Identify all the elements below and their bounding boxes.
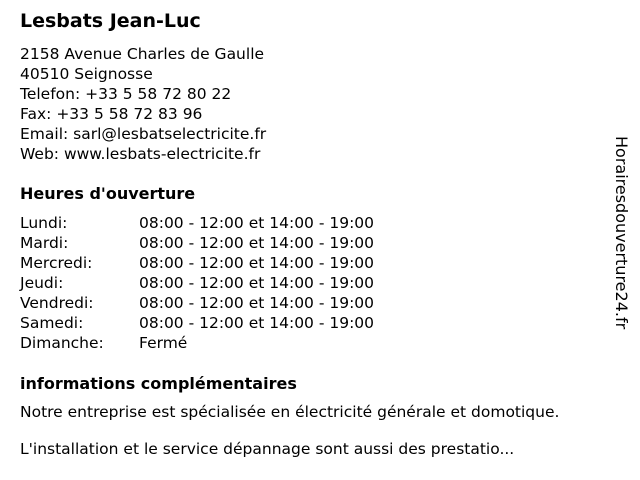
email-address: Email: sarl@lesbatselectricite.fr (20, 125, 267, 143)
hours-value: 08:00 - 12:00 et 14:00 - 19:00 (139, 294, 375, 312)
hours-row-saturday (20, 313, 374, 333)
hours-day: Jeudi: (20, 274, 64, 292)
fax-number: Fax: +33 5 58 72 83 96 (20, 105, 203, 123)
hours-day: Dimanche: (20, 334, 104, 352)
contact-block (20, 44, 266, 164)
opening-hours-heading: Heures d'ouverture (20, 184, 196, 203)
hours-day: Mardi: (20, 234, 69, 252)
hours-row-tuesday (20, 233, 374, 253)
hours-row-thursday (20, 273, 374, 293)
opening-hours-table (20, 213, 374, 353)
hours-row-sunday (20, 333, 374, 353)
hours-day: Vendredi: (20, 294, 94, 312)
info-paragraph-2: L'installation et le service dépannage sont aussi des prestatio... (20, 440, 515, 458)
hours-row-monday (20, 213, 374, 233)
hours-value: 08:00 - 12:00 et 14:00 - 19:00 (139, 214, 375, 232)
hours-value: 08:00 - 12:00 et 14:00 - 19:00 (139, 314, 375, 332)
website: Web: www.lesbats-electricite.fr (20, 145, 261, 163)
site-watermark: Horairesdouverture24.fr (612, 136, 631, 330)
address-street: 2158 Avenue Charles de Gaulle (20, 45, 265, 63)
hours-value: Fermé (139, 334, 188, 352)
info-paragraph-1: Notre entreprise est spécialisée en électricité générale et domotique. (20, 403, 560, 421)
address-city: 40510 Seignosse (20, 65, 153, 83)
hours-value: 08:00 - 12:00 et 14:00 - 19:00 (139, 234, 375, 252)
hours-row-wednesday (20, 253, 374, 273)
hours-value: 08:00 - 12:00 et 14:00 - 19:00 (139, 254, 375, 272)
hours-day: Samedi: (20, 314, 84, 332)
hours-row-friday (20, 293, 374, 313)
hours-day: Lundi: (20, 214, 68, 232)
additional-info-heading: informations complémentaires (20, 374, 297, 393)
hours-value: 08:00 - 12:00 et 14:00 - 19:00 (139, 274, 375, 292)
phone-number: Telefon: +33 5 58 72 80 22 (20, 85, 232, 103)
business-name: Lesbats Jean-Luc (20, 10, 201, 32)
hours-day: Mercredi: (20, 254, 93, 272)
